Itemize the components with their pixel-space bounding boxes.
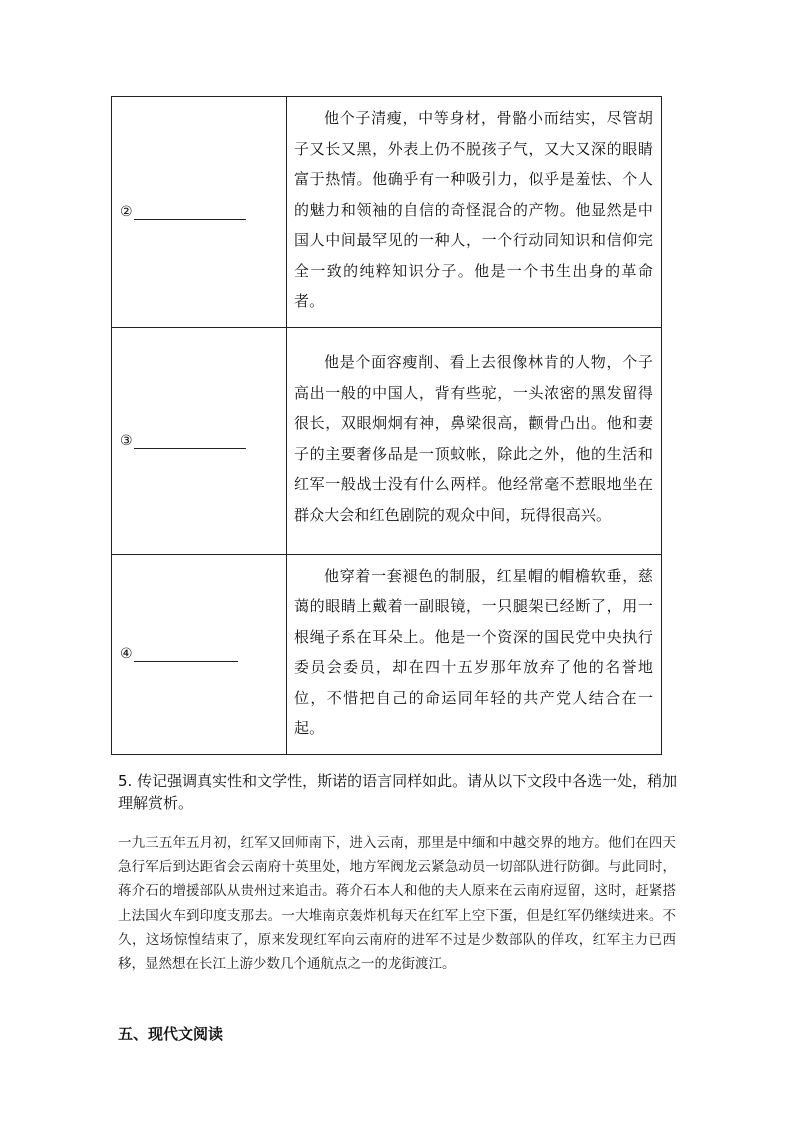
excerpt-passage: 一九三五年五月初，红军又回师南下，进入云南，那里是中缅和中越交界的地方。他们在四天急行军后到达距省会云南府十英里处，地方军阀龙云紧急动员一切部队进行防御。与此同时，蒋介石的增援部队从贵州过来追击。蒋介石本人和他的夫人原来在云南府逗留，这时，赶紧搭上法国火车到印度支那去。一大堆南京轰炸机每天在红军上空下蛋，但是红军仍继续进来。不久，这场惊惶结束了，原来发现红军向云南府的进军不过是少数部队的佯攻，红军主力已西移，显然想在长江上游少数几个通航点之一的龙街渡江。: [118, 835, 676, 973]
answer-slot: [120, 433, 286, 449]
answer-cell: [112, 554, 287, 754]
row-marker: ④: [120, 646, 133, 662]
description-cell: [287, 554, 662, 754]
description-cell: [287, 327, 662, 554]
answer-cell: [112, 97, 287, 328]
answer-blank[interactable]: [134, 433, 246, 449]
question-5: 5. 传记强调真实性和文学性，斯诺的语言同样如此。请从以下文段中各选一处，稍加理解赏析。: [118, 772, 678, 812]
description-text: 他穿着一套褪色的制服，红星帽的帽檐软垂，慈蔼的眼睛上戴着一副眼镜，一只腿架已经断了，用一根绳子系在耳朵上。他是一个资深的国民党中央执行委员会委员，却在四十五岁那年放弃了他的名誉地位，不惜把自己的命运同年轻的共产党人结合在一起。: [294, 566, 653, 737]
answer-blank[interactable]: [134, 646, 238, 662]
table-row: [112, 554, 662, 754]
description-text: 他个子清瘦，中等身材，骨骼小而结实，尽管胡子又长又黑，外表上仍不脱孩子气，又大又深的眼睛富于热情。他确乎有一种吸引力，似乎是羞怯、个人的魅力和领袖的自信的奇怪混合的产物。他显然是中国人中间最罕见的一种人，一个行动同知识和信仰完全一致的纯粹知识分子。他是一个书生出身的革命者。: [294, 109, 653, 310]
row-marker: ②: [120, 203, 133, 220]
section-heading: 五、现代文阅读: [118, 1025, 224, 1043]
answer-cell: [112, 327, 287, 554]
character-description-table: [111, 96, 662, 755]
answer-blank[interactable]: [134, 204, 246, 220]
description-cell: [287, 97, 662, 328]
table-row: [112, 327, 662, 554]
answer-slot: [120, 204, 286, 220]
description-text: 他是个面容瘦削、看上去很像林肯的人物，个子高出一般的中国人，背有些驼，一头浓密的黑发留得很长，双眼炯炯有神，鼻梁很高，颧骨凸出。他和妻子的主要奢侈品是一顶蚊帐，除此之外，他的生活和红军一般战士没有什么两样。他经常毫不惹眼地坐在群众大会和红色剧院的观众中间，玩得很高兴。: [294, 353, 653, 524]
table-row: [112, 97, 662, 328]
answer-slot: [120, 646, 286, 662]
row-marker: ③: [120, 432, 133, 449]
